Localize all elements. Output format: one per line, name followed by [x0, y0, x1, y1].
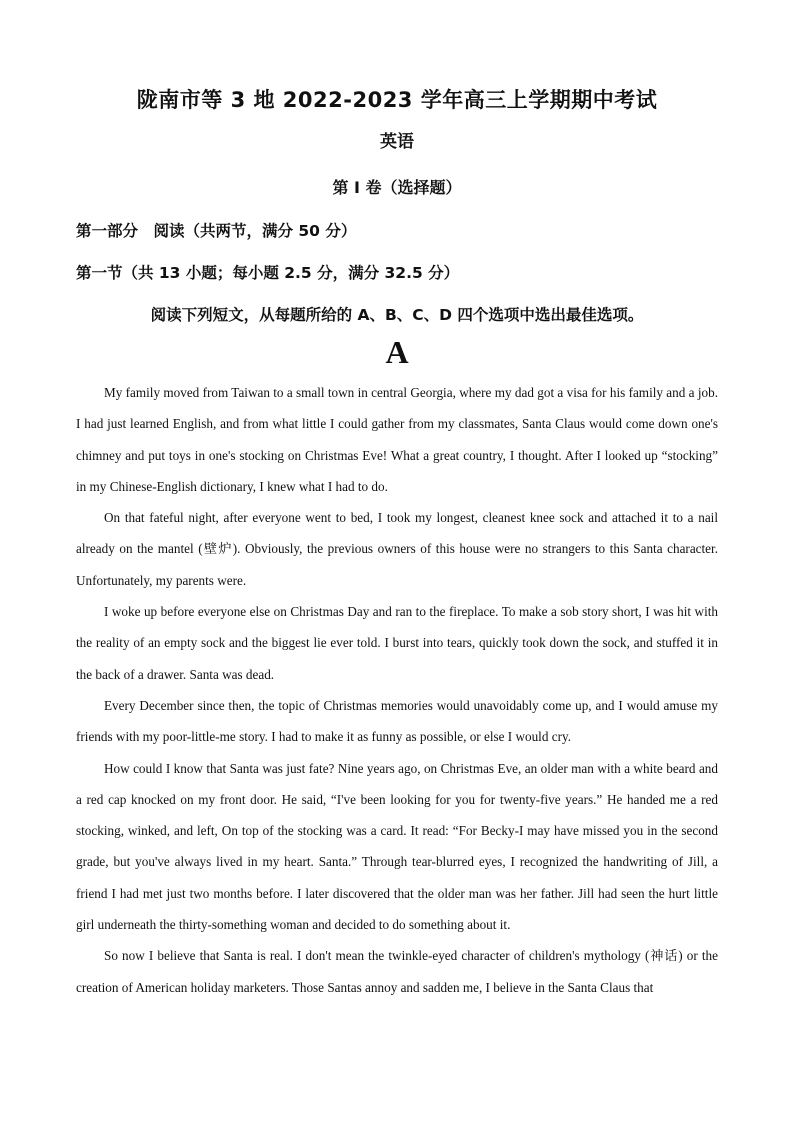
- passage-body: [76, 377, 718, 1003]
- paragraph: My family moved from Taiwan to a small town in central Georgia, where my dad got a visa for his family and a job. I had just learned English, and from what little I could gather from my classmates, Santa Claus would come down one's chimney and put toys in one's stocking on Christmas Eve! What a great country, I thought. After I looked up “stocking” in my Chinese-English dictionary, I knew what I had to do.: [76, 385, 718, 494]
- paragraph: I woke up before everyone else on Christmas Day and ran to the fireplace. To make a sob story short, I was hit with the reality of an empty sock and the biggest lie ever told. I burst into tears, quickly took down the sock, and stuffed it in the back of a drawer. Santa was dead.: [76, 604, 718, 682]
- part-heading: 第一部分 阅读（共两节，满分 50 分）: [76, 222, 357, 240]
- section-heading: 第一节（共 13 小题；每小题 2.5 分，满分 32.5 分）: [76, 264, 460, 282]
- paragraph: How could I know that Santa was just fate? Nine years ago, on Christmas Eve, an older man with a white beard and a red cap knocked on my front door. He said, “I've been looking for you for twenty-five years.” He handed me a red stocking, winked, and left, On top of the stocking was a card. It read: “For Becky-I may have missed you in the second grade, but you've always lived in my heart. Santa.” Through tear-blurred eyes, I recognized the handwriting of Jill, a friend I had met just two months before. I later discovered that the older man was her father. Jill had seen the hurt little girl underneath the thirty-something woman and decided to do something about it.: [76, 760, 718, 933]
- paragraph: So now I believe that Santa is real. I don't mean the twinkle-eyed character of children's mythology (神话) or the creation of American holiday marketers. Those Santas annoy and sadden me, I believe in the Santa Claus that: [76, 948, 718, 995]
- paragraph: On that fateful night, after everyone went to bed, I took my longest, cleanest knee sock and attached it to a nail already on the mantel (壁炉). Obviously, the previous owners of this house were no strangers to this Santa character. Unfortunately, my parents were.: [76, 510, 718, 588]
- subject-label: 英语: [380, 132, 414, 152]
- paragraph: Every December since then, the topic of Christmas memories would unavoidably come up, and I would amuse my friends with my poor-little-me story. I had to make it as funny as possible, or else I would cry.: [76, 697, 718, 745]
- passage-letter: A: [385, 334, 409, 370]
- exam-title: 陇南市等 3 地 2022-2023 学年高三上学期期中考试: [136, 88, 658, 112]
- volume-heading: 第 I 卷（选择题）: [332, 178, 462, 197]
- instruction-text: 阅读下列短文，从每题所给的 A、B、C、D 四个选项中选出最佳选项。: [150, 306, 644, 324]
